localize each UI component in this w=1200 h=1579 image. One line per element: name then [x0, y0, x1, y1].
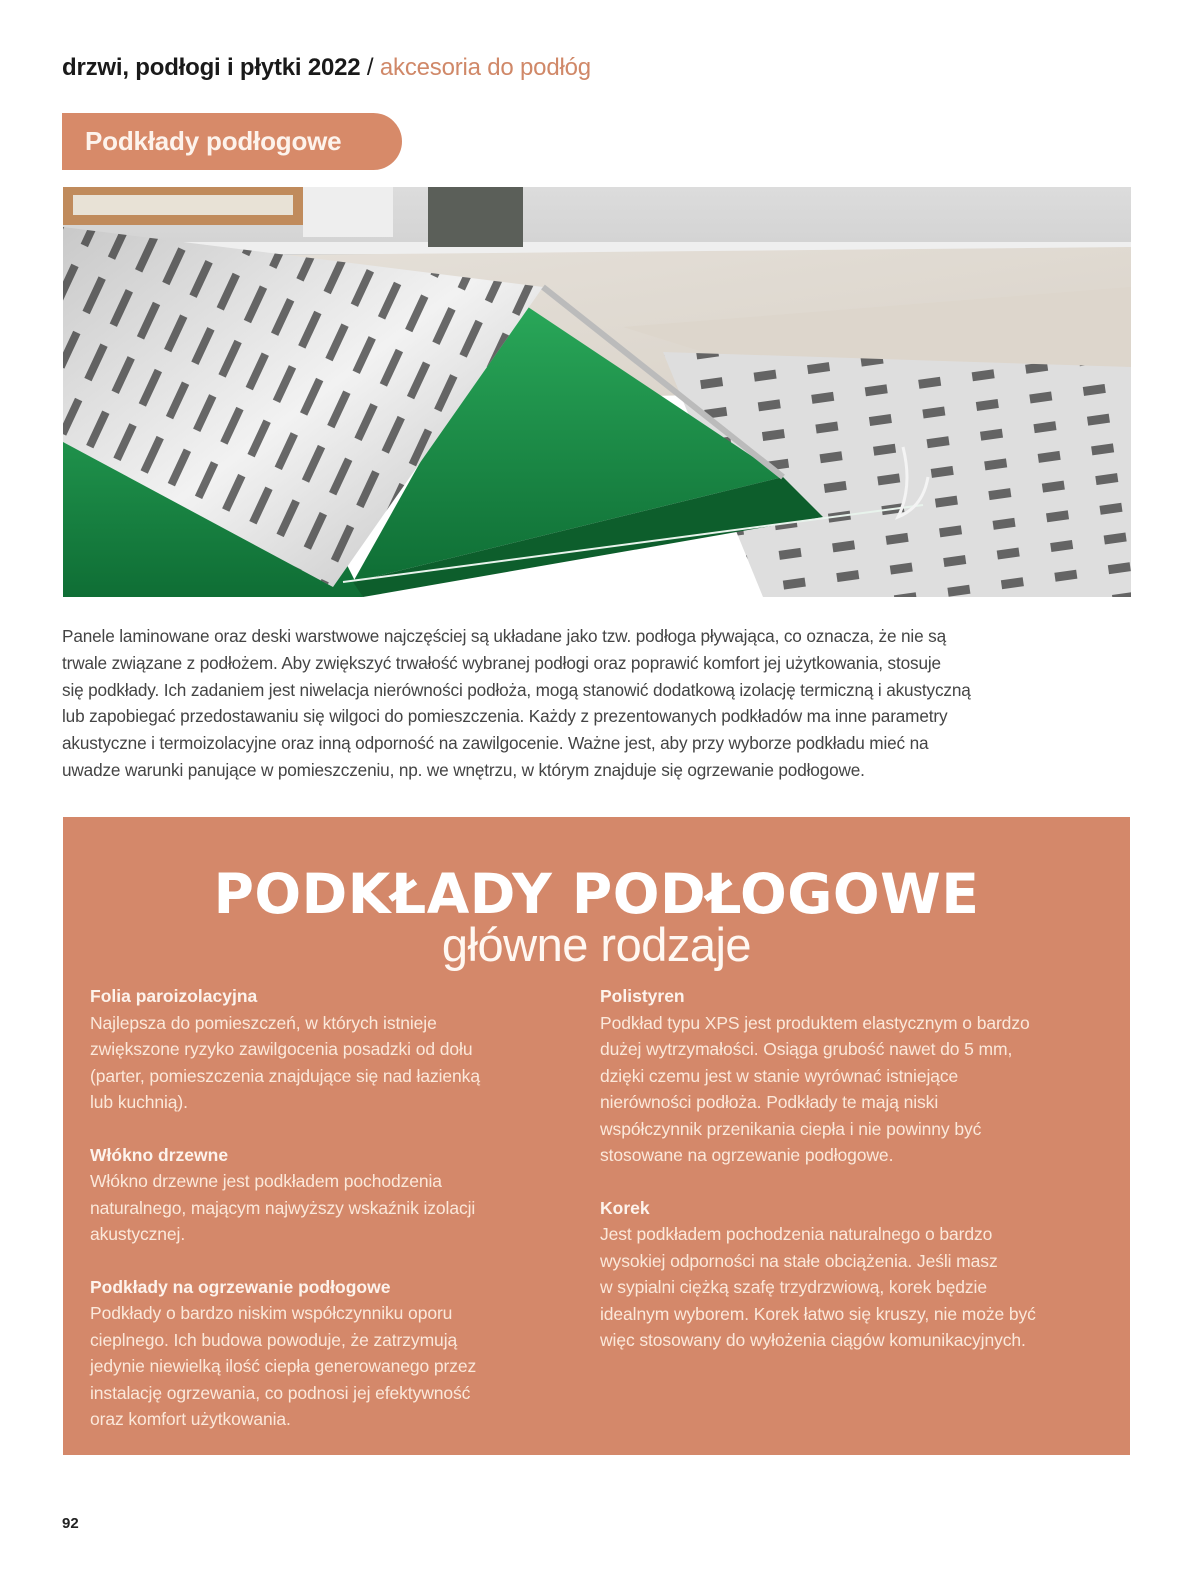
intro-line: lub zapobiegać przedostawaniu się wilgoci do pomieszczenia. Każdy z prezentowanych podkładów ma inne parametry: [62, 706, 948, 727]
underlay-types-box: [63, 817, 1130, 1455]
breadcrumb-separator: /: [360, 54, 380, 81]
left-column: [90, 983, 560, 1459]
breadcrumb: [62, 54, 591, 82]
entry-body: Podkład typu XPS jest produktem elastycznym o bardzo dużej wytrzymałości. Osiąga grubość nawet do 5 mm, dzięki czemu jest w stanie wyrównać istniejące nierówności podłoża. Podkłady te mają niski współczynnik przenikania ciepła i nie powinny być stosowane na ogrzewanie podłogowe.: [600, 1012, 1030, 1165]
entry-body: Najlepsza do pomieszczeń, w których istnieje zwiększone ryzyko zawilgocenia posadzki od dołu (parter, pomieszczenia znajdujące się nad łazienką lub kuchnią).: [90, 1012, 480, 1112]
underlay-type-polistyren: [600, 983, 1070, 1169]
entry-heading: Polistyren: [600, 986, 685, 1006]
underlay-type-ogrzewanie: [90, 1274, 560, 1433]
intro-paragraph: [62, 623, 1137, 784]
breadcrumb-section: akcesoria do podłóg: [379, 54, 591, 81]
entry-heading: Folia paroizolacyjna: [90, 986, 258, 1006]
intro-line: akustyczne i termoizolacyjne oraz inną odporność na zawilgocenie. Ważne jest, aby przy wyborze podkładu mieć na: [62, 733, 929, 754]
intro-line: trwale związane z podłożem. Aby zwiększyć trwałość wybranej podłogi oraz poprawić komfort jej użytkowania, stosuje: [62, 652, 941, 673]
entry-body: Jest podkładem pochodzenia naturalnego o bardzo wysokiej odporności na stałe obciążenia. Jeśli masz w sypialni ciężką szafę trzydrzwiową, korek będzie idealnym wyborem. Korek łatwo się kruszy, nie może być więc stosowany do wyłożenia ciągów komunikacyjnych.: [600, 1224, 1036, 1350]
section-label-pill: [62, 113, 402, 170]
underlay-type-korek: [600, 1195, 1070, 1354]
right-column: [600, 983, 1070, 1380]
box-title: PODKŁADY PODŁOGOWE: [213, 862, 980, 926]
breadcrumb-catalog: drzwi, podłogi i płytki 2022: [62, 54, 361, 81]
hero-photo: [63, 187, 1131, 597]
intro-line: Panele laminowane oraz deski warstwowe najczęściej są układane jako tzw. podłoga pływająca, co oznacza, że nie są: [62, 626, 946, 646]
entry-body: Włókno drzewne jest podkładem pochodzenia naturalnego, mającym najwyższy wskaźnik izolacji akustycznej.: [90, 1171, 476, 1244]
underlay-photo-icon: [63, 187, 1131, 597]
entry-body: Podkłady o bardzo niskim współczynniku oporu cieplnego. Ich budowa powoduje, że zatrzymują jedynie niewielką ilość ciepła generowanego przez instalację ogrzewania, co podnosi jej efektywność oraz komfort użytkowania.: [90, 1303, 477, 1429]
entry-heading: Włókno drzewne: [90, 1144, 229, 1165]
entry-heading: Korek: [600, 1197, 650, 1218]
intro-line: uwadze warunki panujące w pomieszczeniu, np. we wnętrzu, w którym znajduje się ogrzewanie podłogowe.: [62, 759, 865, 780]
box-subtitle: główne rodzaje: [441, 918, 752, 971]
section-label: Podkłady podłogowe: [85, 126, 342, 156]
page-number: 92: [62, 1515, 79, 1532]
intro-line: się podkłady. Ich zadaniem jest niwelacja nierówności podłoża, mogą stanowić dodatkową izolację termiczną i akustyczną: [62, 679, 971, 700]
underlay-type-folia: [90, 983, 560, 1116]
entry-heading: Podkłady na ogrzewanie podłogowe: [90, 1276, 391, 1297]
underlay-type-wlokno: [90, 1142, 560, 1248]
